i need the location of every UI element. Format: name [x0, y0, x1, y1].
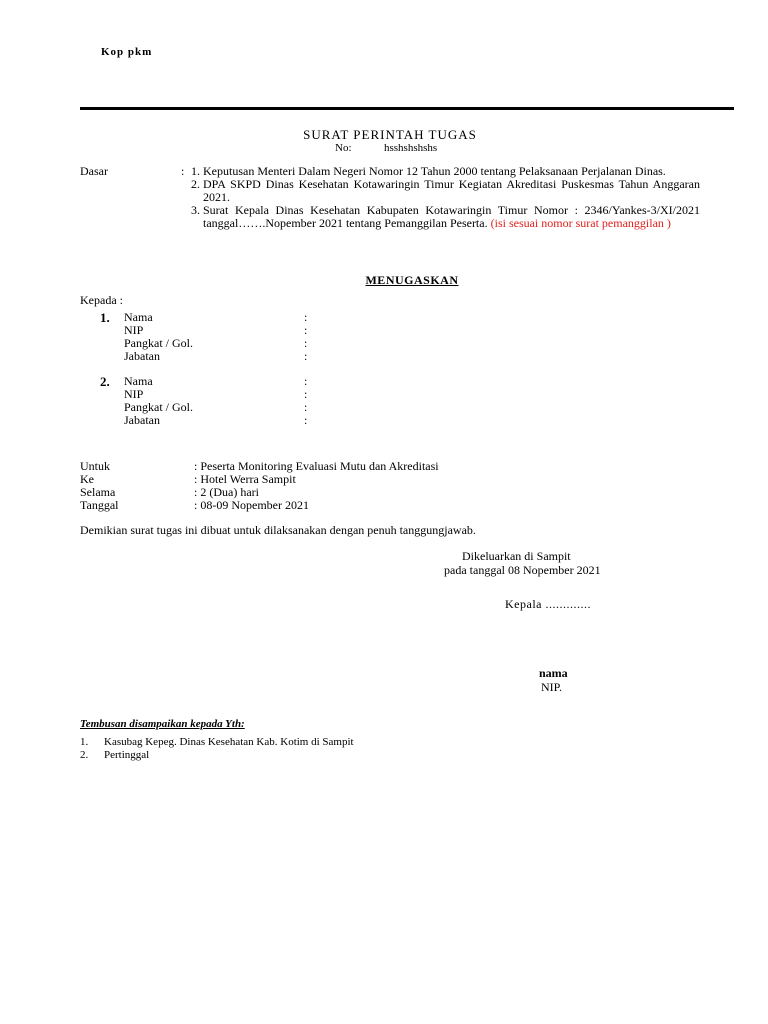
- assignee-field: [124, 337, 364, 350]
- dasar-label: Dasar: [80, 164, 108, 178]
- assignee-number: 2.: [100, 374, 110, 389]
- list-item-number: 2.: [80, 749, 89, 761]
- issued-place: Dikeluarkan di Sampit: [462, 549, 571, 563]
- field-label: NIP: [124, 323, 144, 337]
- field-colon: :: [304, 310, 308, 324]
- dasar-item-number: 3.: [191, 203, 200, 217]
- dasar-item-number: 2.: [191, 177, 200, 191]
- list-item: [80, 736, 354, 749]
- detail-value: : Hotel Werra Sampit: [194, 472, 296, 486]
- list-item-text: Kasubag Kepeg. Dinas Kesehatan Kab. Kotim di Sampit: [104, 736, 354, 748]
- detail-row: [80, 486, 540, 499]
- assignment-details: [80, 460, 540, 512]
- signatory-title: Kepala .............: [505, 597, 591, 611]
- header-rule: [80, 107, 734, 110]
- signatory-name: nama: [539, 666, 568, 680]
- dasar-item-text: Keputusan Menteri Dalam Negeri Nomor 12 Tahun 2000 tentang Pelaksanaan Perjalanan Dinas.: [203, 164, 666, 178]
- dasar-item: [191, 204, 700, 230]
- issued-date: pada tanggal 08 Nopember 2021: [444, 563, 601, 577]
- field-label: Nama: [124, 374, 153, 388]
- list-item-number: 1.: [80, 736, 89, 748]
- dasar-list: [191, 165, 700, 230]
- field-label: Nama: [124, 310, 153, 324]
- field-colon: :: [304, 323, 308, 337]
- detail-row: [80, 499, 540, 512]
- assignee-field: [124, 375, 364, 388]
- dasar-item: [191, 178, 700, 204]
- document-number-value: hsshshshshs: [384, 142, 438, 154]
- field-colon: :: [304, 349, 308, 363]
- dasar-colon: :: [181, 164, 185, 178]
- list-item: [80, 749, 354, 762]
- detail-label: Selama: [80, 485, 116, 499]
- assignee-field: [124, 311, 364, 324]
- closing-statement: Demikian surat tugas ini dibuat untuk dilaksanakan dengan penuh tanggungjawab.: [80, 523, 476, 537]
- dasar-item-number: 1.: [191, 164, 200, 178]
- field-colon: :: [304, 336, 308, 350]
- field-label: Pangkat / Gol.: [124, 336, 193, 350]
- detail-row: [80, 460, 540, 473]
- detail-label: Untuk: [80, 459, 110, 473]
- detail-value: : 08-09 Nopember 2021: [194, 498, 309, 512]
- field-label: Jabatan: [124, 349, 160, 363]
- field-colon: :: [304, 413, 308, 427]
- signatory-nip: NIP.: [541, 680, 563, 694]
- field-colon: :: [304, 374, 308, 388]
- detail-value: : Peserta Monitoring Evaluasi Mutu dan Akreditasi: [194, 459, 439, 473]
- dasar-item-note: (isi sesuai nomor surat pemanggilan ): [490, 216, 671, 230]
- list-item-text: Pertinggal: [104, 749, 150, 761]
- assignee-field: [124, 401, 364, 414]
- document-number-label: No:: [335, 142, 352, 154]
- document-number: [335, 142, 438, 155]
- dasar-item-text: DPA SKPD Dinas Kesehatan Kotawaringin Timur Kegiatan Akreditasi Puskesmas Tahun Anggaran 2021.: [203, 177, 700, 204]
- dasar-item-text: Surat Kepala Dinas Kesehatan Kabupaten Kotawaringin Timur Nomor : 2346/Yankes-3/XI/2021 tanggal…….Nopember 2021 tentang Pemanggilan Peserta.: [203, 203, 700, 230]
- detail-label: Ke: [80, 472, 94, 486]
- detail-value: : 2 (Dua) hari: [194, 485, 259, 499]
- assignee-number: 1.: [100, 310, 110, 325]
- field-colon: :: [304, 400, 308, 414]
- assignee-field: [124, 350, 364, 363]
- tembusan-list: [80, 736, 354, 762]
- field-label: Jabatan: [124, 413, 160, 427]
- assignee-field: [124, 414, 364, 427]
- field-label: Pangkat / Gol.: [124, 400, 193, 414]
- detail-row: [80, 473, 540, 486]
- document-title: SURAT PERINTAH TUGAS: [303, 127, 477, 142]
- kepada-label: Kepada :: [80, 293, 123, 307]
- tembusan-heading: Tembusan disampaikan kepada Yth:: [80, 718, 245, 730]
- letterhead-placeholder: Kop pkm: [101, 46, 153, 58]
- field-colon: :: [304, 387, 308, 401]
- detail-label: Tanggal: [80, 498, 119, 512]
- field-label: NIP: [124, 387, 144, 401]
- menugaskan-heading: MENUGASKAN: [365, 273, 459, 287]
